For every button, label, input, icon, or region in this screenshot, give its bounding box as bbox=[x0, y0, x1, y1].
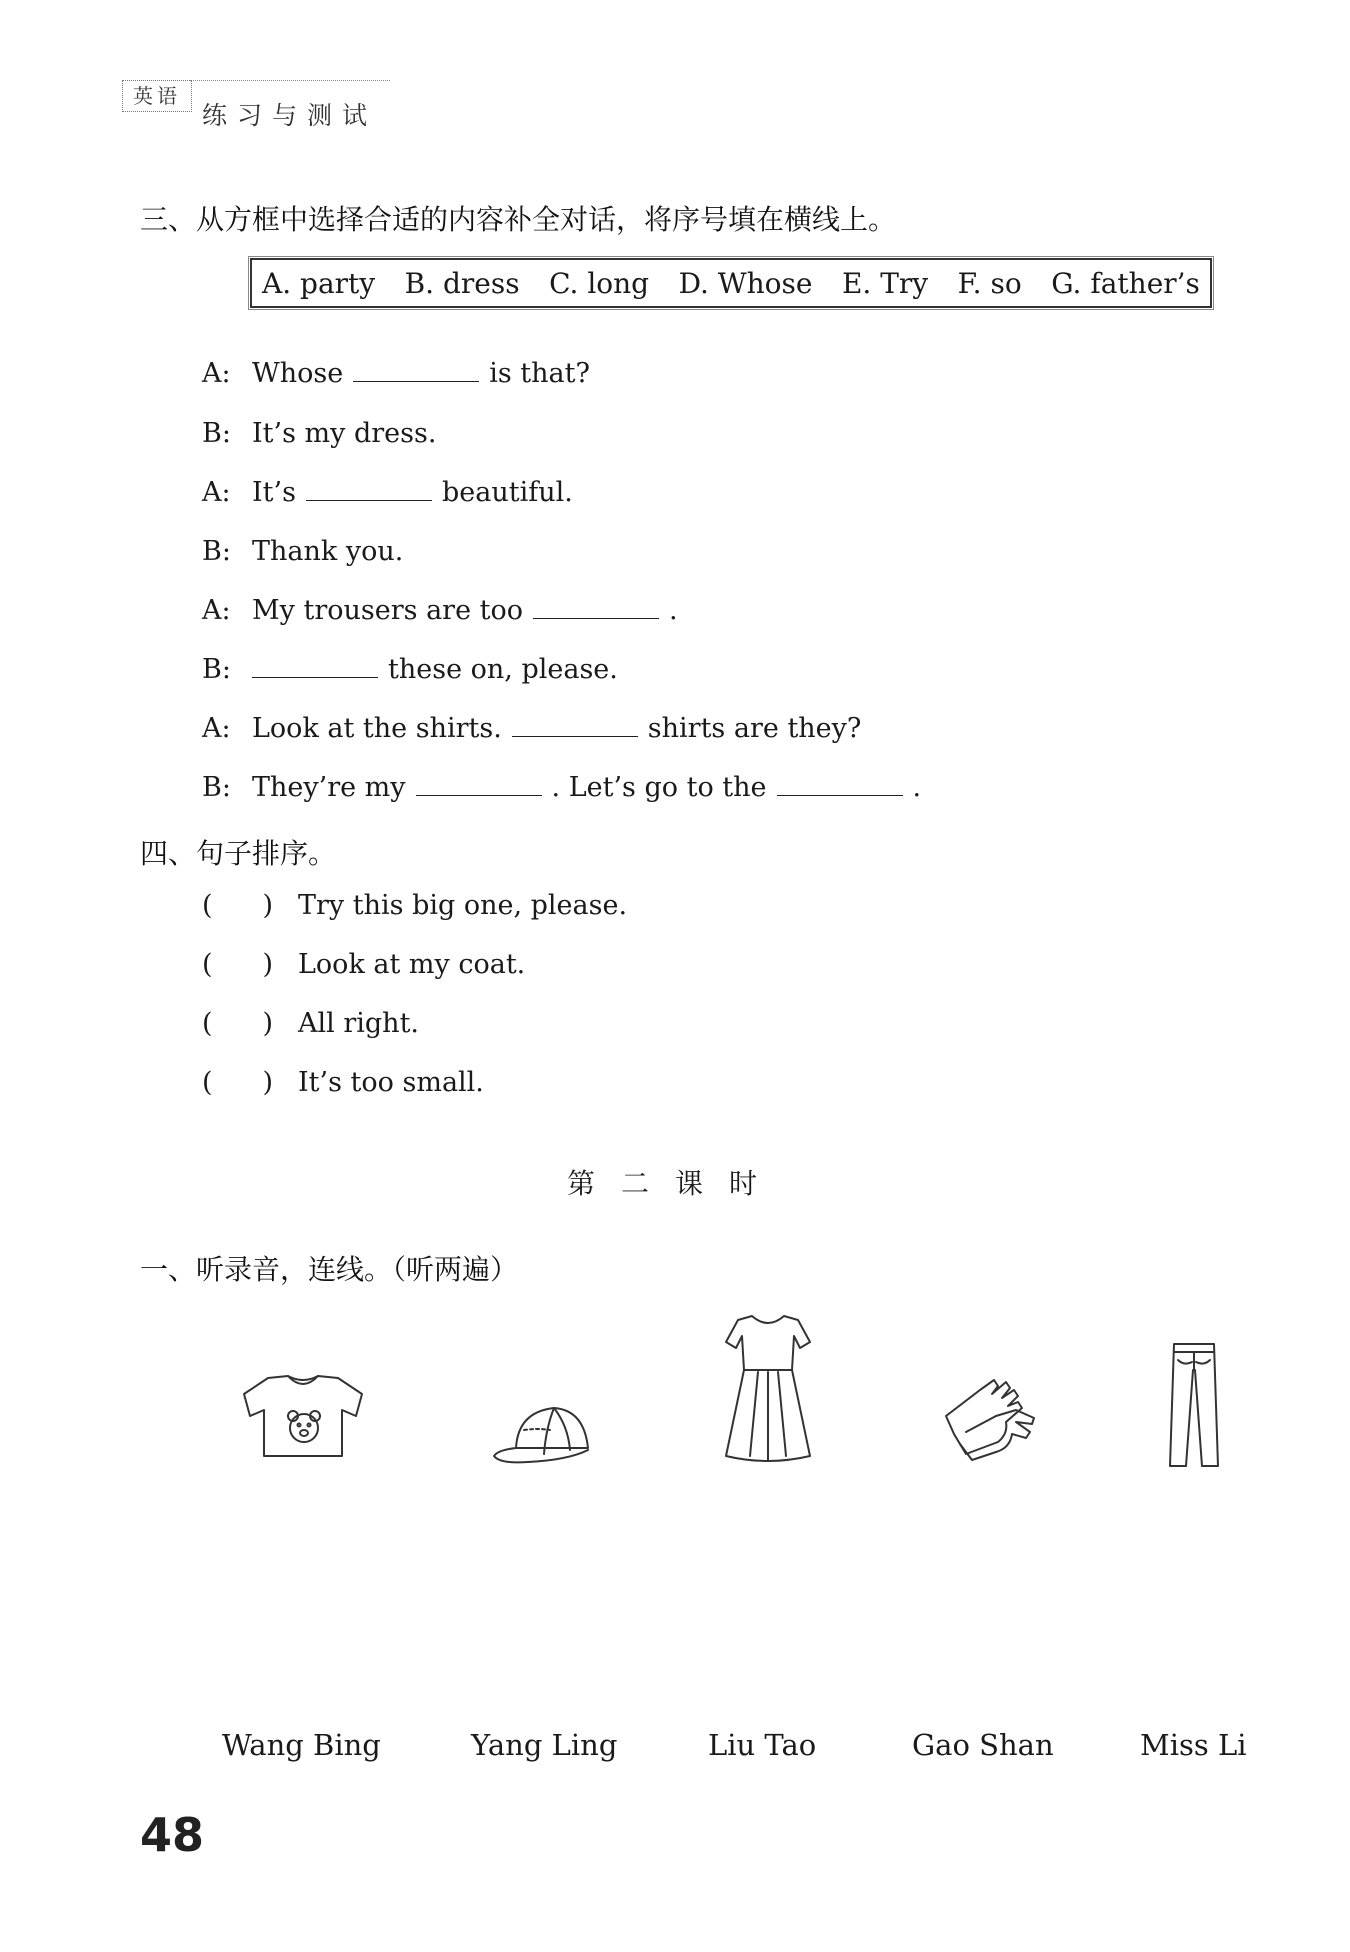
order-answer-box[interactable]: ( ) bbox=[202, 1067, 274, 1098]
order-answer-box[interactable]: ( ) bbox=[202, 949, 274, 980]
answer-blank[interactable] bbox=[777, 773, 903, 796]
order-answer-box[interactable]: ( ) bbox=[202, 1008, 274, 1039]
answer-blank[interactable] bbox=[306, 478, 432, 501]
ordering-item-4: ( ) It’s too small. bbox=[202, 1067, 484, 1098]
dialogue-line-7: A: Look at the shirts. shirts are they? bbox=[202, 713, 862, 744]
dialogue-line-4: B: Thank you. bbox=[202, 536, 404, 567]
subject-badge: 英语 bbox=[122, 80, 192, 112]
page-number: 48 bbox=[140, 1808, 205, 1862]
t-shirt-icon bbox=[238, 1372, 368, 1462]
section3-heading: 三、从方框中选择合适的内容补全对话，将序号填在横线上。 bbox=[140, 203, 897, 236]
lesson-title: 第二课时 bbox=[566, 1167, 783, 1200]
order-answer-box[interactable]: ( ) bbox=[202, 890, 274, 921]
option-e: E. Try bbox=[841, 266, 929, 300]
answer-blank[interactable] bbox=[533, 596, 659, 619]
option-c: C. long bbox=[549, 266, 650, 300]
dress-icon bbox=[718, 1308, 818, 1468]
section1-heading: 一、听录音，连线。（听两遍） bbox=[140, 1253, 519, 1286]
answer-blank[interactable] bbox=[252, 655, 378, 678]
name-yang-ling: Yang Ling bbox=[471, 1728, 618, 1762]
option-a: A. party bbox=[262, 266, 376, 300]
name-wang-bing: Wang Bing bbox=[222, 1728, 381, 1762]
dialogue-line-3: A: It’s beautiful. bbox=[202, 477, 573, 508]
header-dotted-rule bbox=[190, 80, 390, 81]
option-f: F. so bbox=[957, 266, 1022, 300]
dialogue-line-1: A: Whose is that? bbox=[202, 358, 590, 389]
option-g: G. father’s bbox=[1051, 266, 1200, 300]
gloves-icon bbox=[936, 1372, 1046, 1464]
name-gao-shan: Gao Shan bbox=[912, 1728, 1054, 1762]
ordering-item-2: ( ) Look at my coat. bbox=[202, 949, 526, 980]
option-b: B. dress bbox=[404, 266, 520, 300]
dialogue-line-8: B: They’re my . Let’s go to the . bbox=[202, 772, 922, 803]
answer-blank[interactable] bbox=[512, 714, 638, 737]
cap-icon bbox=[488, 1400, 598, 1466]
name-liu-tao: Liu Tao bbox=[708, 1728, 817, 1762]
name-miss-li: Miss Li bbox=[1140, 1728, 1247, 1762]
ordering-item-3: ( ) All right. bbox=[202, 1008, 419, 1039]
book-title: 练习与测试 bbox=[202, 101, 378, 130]
answer-blank[interactable] bbox=[353, 359, 479, 382]
dialogue-line-2: B: It’s my dress. bbox=[202, 418, 437, 449]
trousers-icon bbox=[1164, 1340, 1224, 1470]
dialogue-line-6: B: these on, please. bbox=[202, 654, 618, 685]
answer-blank[interactable] bbox=[416, 773, 542, 796]
option-d: D. Whose bbox=[678, 266, 813, 300]
section4-heading: 四、句子排序。 bbox=[140, 837, 337, 870]
word-options-box bbox=[250, 258, 1212, 308]
ordering-item-1: ( ) Try this big one, please. bbox=[202, 890, 628, 921]
dialogue-line-5: A: My trousers are too . bbox=[202, 595, 678, 626]
